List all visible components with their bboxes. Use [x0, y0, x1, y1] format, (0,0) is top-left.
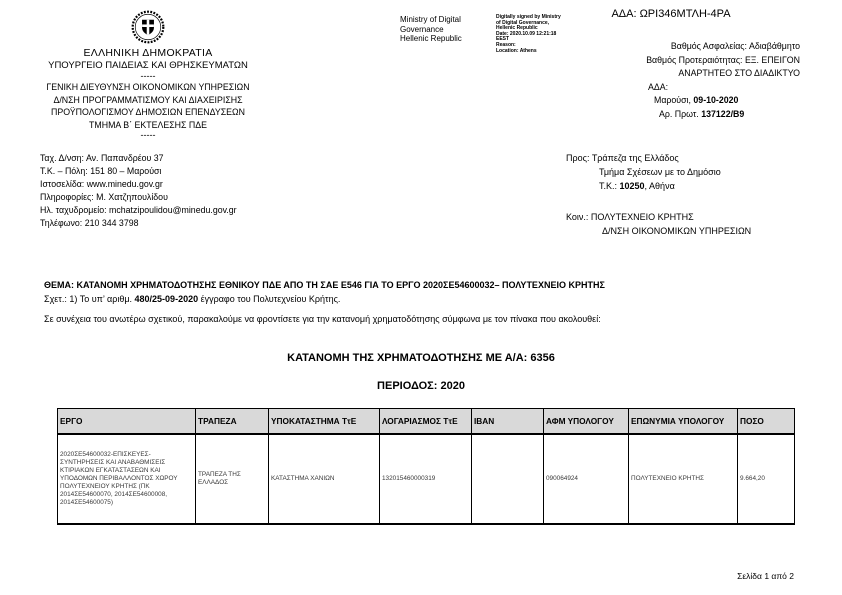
ada-label: ΑΔΑ: — [648, 81, 669, 92]
recipient-dept: Τμήμα Σχέσεων με το Δημόσιο — [599, 167, 721, 177]
letterhead-ministry: ΥΠΟΥΡΓΕΙΟ ΠΑΙΔΕΙΑΣ ΚΑΙ ΘΡΗΣΚΕΥΜΑΤΩΝ — [48, 59, 248, 71]
cell-amount: 9.664,20 — [738, 434, 795, 524]
contact-website: Ιστοσελίδα: www.minedu.gov.gr — [40, 179, 163, 189]
reference-number: 480/25-09-2020 — [134, 293, 199, 304]
table-header-row — [58, 409, 795, 435]
stamp-signature-line: Reason: — [496, 41, 516, 48]
stamp-authority-line: Ministry of Digital — [400, 15, 461, 24]
cc-block — [566, 210, 832, 238]
letterhead-divider: ----- — [140, 71, 156, 81]
recipient-postal — [566, 179, 826, 193]
place: Μαρούσι, — [654, 95, 694, 105]
document-meta — [550, 40, 800, 121]
protocol-value: 137122/Β9 — [701, 108, 745, 119]
contact-postal: Τ.Κ. – Πόλη: 151 80 – Μαρούσι — [40, 166, 162, 176]
stamp-signature-line: Digitally signed by Ministry — [496, 14, 561, 20]
letterhead-divider: ----- — [140, 130, 156, 140]
subject-text: ΚΑΤΑΝΟΜΗ ΧΡΗΜΑΤΟΔΟΤΗΣΗΣ ΕΘΝΙΚΟΥ ΠΔΕ ΑΠΟ ΤΗ ΣΑΕ Ε546 ΓΙΑ ΤΟ ΕΡΓΟ 2020ΣΕ54600032– ΠΟΛΥΤΕΧΝΕΙΟ ΚΡΗΤΗΣ — [76, 280, 605, 290]
contact-address: Ταχ. Δ/νση: Αν. Παπανδρέου 37 — [40, 153, 164, 163]
cell-afm: 090064924 — [544, 434, 629, 524]
stamp-authority — [400, 15, 492, 44]
col-header-accountee: ΕΠΩΝΥΜΙΑ ΥΠΟΛΟΓΟΥ — [629, 409, 738, 435]
letterhead-dept-line: ΤΜΗΜΑ Β΄ ΕΚΤΕΛΕΣΗΣ ΠΔΕ — [89, 119, 207, 130]
date: 09-10-2020 — [693, 95, 739, 105]
col-header-afm: ΑΦΜ ΥΠΟΛΟΓΟΥ — [544, 409, 629, 435]
internet-posting-notice: ΑΝΑΡΤΗΤΕΟ ΣΤΟ ΔΙΑΔΙΚΤΥΟ — [678, 68, 800, 78]
cell-account: 132015460000319 — [380, 434, 472, 524]
letterhead — [40, 10, 256, 140]
security-level: Βαθμός Ασφαλείας: Αδιαβάθμητο — [670, 41, 800, 51]
stamp-authority-line: Hellenic Republic — [400, 34, 462, 43]
contact-info-person: Πληροφορίες: Μ. Χατζηπουλίδου — [40, 192, 168, 202]
col-header-iban: ΙΒΑΝ — [472, 409, 544, 435]
cell-branch: ΚΑΤΑΣΤΗΜΑ ΧΑΝΙΩΝ — [269, 434, 380, 524]
recipient-name: Τράπεζα της Ελλάδος — [591, 153, 679, 163]
recipient-postal-code: 10250 — [619, 181, 645, 191]
cc-recipient: ΠΟΛΥΤΕΧΝΕΙΟ ΚΡΗΤΗΣ — [590, 212, 694, 222]
page-number: Σελίδα 1 από 2 — [737, 571, 794, 581]
protocol-label: Αρ. Πρωτ. — [659, 108, 702, 119]
stamp-signature-line: of Digital Governance, — [496, 19, 550, 26]
reference-suffix: έγγραφο του Πολυτεχνείου Κρήτης. — [198, 293, 341, 304]
letterhead-dept-line: Δ/ΝΣΗ ΠΡΟΓΡΑΜΜΑΤΙΣΜΟΥ ΚΑΙ ΔΙΑΧΕΙΡΙΣΗΣ — [53, 94, 243, 105]
subject-block — [44, 279, 804, 306]
cell-bank: ΤΡΑΠΕΖΑ ΤΗΣ ΕΛΛΑΔΟΣ — [196, 434, 269, 524]
body-paragraph: Σε συνέχεια του ανωτέρω σχετικού, παρακαλούμε να φροντίσετε για την κατανομή χρηματοδότησης σύμφωνα με τον πίνακα που ακολουθεί: — [44, 314, 601, 324]
stamp-signature-line: Hellenic Republic — [496, 25, 538, 32]
reference-line — [44, 293, 804, 307]
allocation-table — [57, 408, 795, 525]
recipient-postal-city: , Αθήνα — [644, 181, 675, 191]
contact-block — [40, 152, 300, 230]
stamp-signature-line: Date: 2020.10.09 12:21:18 — [496, 30, 557, 37]
allocation-period: ΠΕΡΙΟΔΟΣ: 2020 — [377, 380, 465, 392]
recipient-postal-prefix: Τ.Κ.: — [599, 181, 620, 191]
contact-phone: Τηλέφωνο: 210 344 3798 — [40, 218, 139, 228]
reference-label: Σχετ.: — [44, 293, 70, 304]
greek-coat-of-arms-icon — [131, 10, 165, 44]
col-header-amount: ΠΟΣΟ — [738, 409, 795, 435]
reference-prefix: 1) Το υπ’ αριθμ. — [69, 293, 135, 304]
allocation-table-wrap — [57, 408, 794, 525]
cc-line — [566, 210, 832, 224]
protocol-number — [550, 108, 800, 122]
cell-project: 2020ΣΕ54600032-ΕΠΙΣΚΕΥΕΣ-ΣΥΝΤΗΡΗΣΕΙΣ ΚΑΙ ΑΝΑΒΑΘΜΙΣΕΙΣ ΚΤΙΡΙΑΚΩΝ ΕΓΚΑΤΑΣΤΑΣΕΩΝ ΚΑΙ ΥΠΟΔΟΜΩΝ ΠΕΡΙΒΑΛΛΟΝΤΟΣ ΧΩΡΟΥ ΠΟΛΥΤΕΧΝΕΙΟΥ ΚΡΗΤΗΣ (ΠΚ 2014ΣΕ54600070, 2014ΣΕ54600008, 2014ΣΕ54600075) — [58, 434, 196, 524]
letterhead-country: ΕΛΛΗΝΙΚΗ ΔΗΜΟΚΡΑΤΙΑ — [83, 47, 213, 59]
letterhead-dept-line: ΠΡΟΫΠΟΛΟΓΙΣΜΟΥ ΔΗΜΟΣΙΩΝ ΕΠΕΝΔΥΣΕΩΝ — [51, 107, 245, 117]
col-header-branch: ΥΠΟΚΑΤΑΣΤΗΜΑ ΤτΕ — [269, 409, 380, 435]
recipient-line — [566, 151, 826, 165]
ada-code: ΑΔΑ: ΩΡΙ346ΜΤΛΗ-4ΡΑ — [611, 8, 731, 20]
stamp-signature-line: Location: Athens — [496, 47, 537, 54]
subject-line — [44, 279, 804, 293]
stamp-signature-line: EEST — [496, 36, 510, 43]
letterhead-dept-line: ΓΕΝΙΚΗ ΔΙΕΥΘΥΝΣΗ ΟΙΚΟΝΟΜΙΚΩΝ ΥΠΗΡΕΣΙΩΝ — [46, 82, 250, 92]
table-row — [58, 434, 795, 524]
stamp-authority-line: Governance — [400, 24, 444, 34]
cell-accountee: ΠΟΛΥΤΕΧΝΕΙΟ ΚΡΗΤΗΣ — [629, 434, 738, 524]
cell-iban — [472, 434, 544, 524]
place-date — [550, 94, 800, 108]
contact-email: Ηλ. ταχυδρομείο: mchatzipoulidou@minedu.gov.gr — [40, 205, 237, 215]
priority-level: Βαθμός Προτεραιότητας: ΕΞ. ΕΠΕΙΓΟΝ — [646, 54, 800, 65]
col-header-project: ΕΡΓΟ — [58, 409, 196, 435]
col-header-bank: ΤΡΑΠΕΖΑ — [196, 409, 269, 435]
cc-label: Κοιν.: — [566, 212, 591, 222]
recipient-label: Προς: — [566, 153, 592, 163]
col-header-account: ΛΟΓΑΡΙΑΣΜΟΣ ΤτΕ — [380, 409, 472, 435]
allocation-title: ΚΑΤΑΝΟΜΗ ΤΗΣ ΧΡΗΜΑΤΟΔΟΤΗΣΗΣ ΜΕ Α/Α: 6356 — [287, 352, 555, 364]
recipient-block — [566, 151, 826, 193]
subject-label: ΘΕΜΑ: — [44, 280, 77, 290]
cc-dept: Δ/ΝΣΗ ΟΙΚΟΝΟΜΙΚΩΝ ΥΠΗΡΕΣΙΩΝ — [602, 226, 752, 236]
